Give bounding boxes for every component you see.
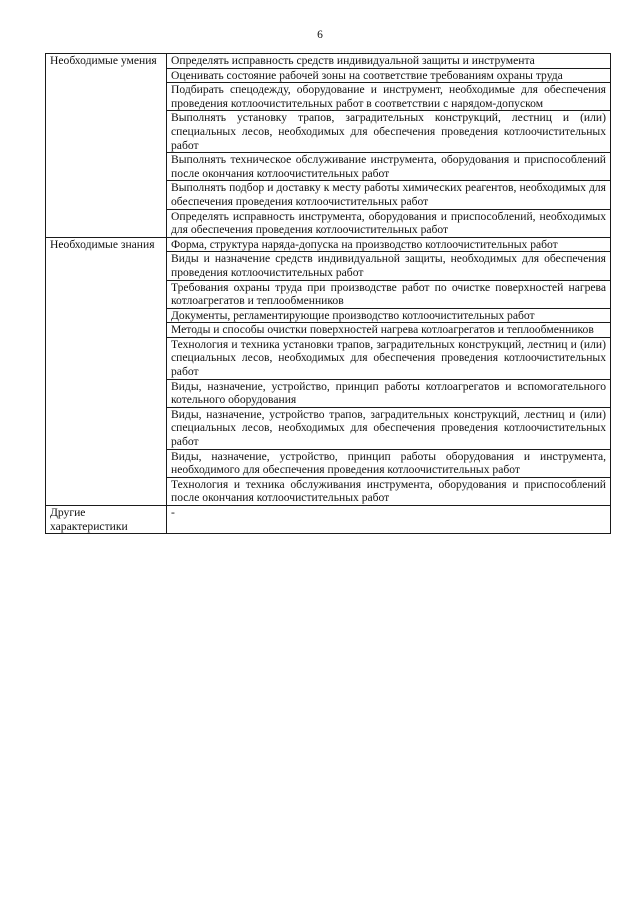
requirement-item: Выполнять техническое обслуживание инструмента, оборудования и приспособлений после окончания котлоочистительных работ [167,153,611,181]
section-label: Необходимые умения [46,54,167,238]
section-label: Необходимые знания [46,237,167,505]
requirement-item: Виды, назначение, устройство, принцип работы оборудования и инструмента, необходимого для обеспечения проведения котлоочистительных работ [167,449,611,477]
table-row [46,237,611,252]
requirement-item: Документы, регламентирующие производство котлоочистительных работ [167,308,611,323]
requirement-item: Технология и техника установки трапов, заградительных конструкций, лестниц и (или) специальных лесов, необходимых для обеспечения проведения котлоочистительных работ [167,337,611,379]
table-row [46,506,611,534]
requirement-item: Определять исправность средств индивидуальной защиты и инструмента [167,54,611,69]
requirement-item: - [167,506,611,534]
requirement-item: Технология и техника обслуживания инструмента, оборудования и приспособлений после окончания котлоочистительных работ [167,477,611,505]
requirement-item: Определять исправность инструмента, оборудования и приспособлений, необходимых для обеспечения проведения котлоочистительных работ [167,209,611,237]
requirement-item: Форма, структура наряда-допуска на производство котлоочистительных работ [167,237,611,252]
requirement-item: Виды, назначение, устройство трапов, заградительных конструкций, лестниц и (или) специальных лесов, необходимых для обеспечения проведения котлоочистительных работ [167,407,611,449]
requirement-item: Подбирать спецодежду, оборудование и инструмент, необходимые для обеспечения проведения котлоочистительных работ в соответствии с нарядом-допуском [167,83,611,111]
requirement-item: Методы и способы очистки поверхностей нагрева котлоагрегатов и теплообменников [167,323,611,338]
page-number: 6 [317,29,323,41]
requirements-table [45,53,611,534]
section-label: Другие характеристики [46,506,167,534]
requirement-item: Выполнять подбор и доставку к месту работы химических реагентов, необходимых для обеспечения проведения котлоочистительных работ [167,181,611,209]
requirement-item: Требования охраны труда при производстве работ по очистке поверхностей нагрева котлоагрегатов и теплообменников [167,280,611,308]
requirement-item: Виды и назначение средств индивидуальной защиты, необходимых для обеспечения проведения котлоочистительных работ [167,252,611,280]
requirement-item: Выполнять установку трапов, заградительных конструкций, лестниц и (или) специальных лесов, необходимых для обеспечения проведения котлоочистительных работ [167,111,611,153]
requirement-item: Оценивать состояние рабочей зоны на соответствие требованиям охраны труда [167,68,611,83]
table-row [46,54,611,69]
requirement-item: Виды, назначение, устройство, принцип работы котлоагрегатов и вспомогательного котельного оборудования [167,379,611,407]
